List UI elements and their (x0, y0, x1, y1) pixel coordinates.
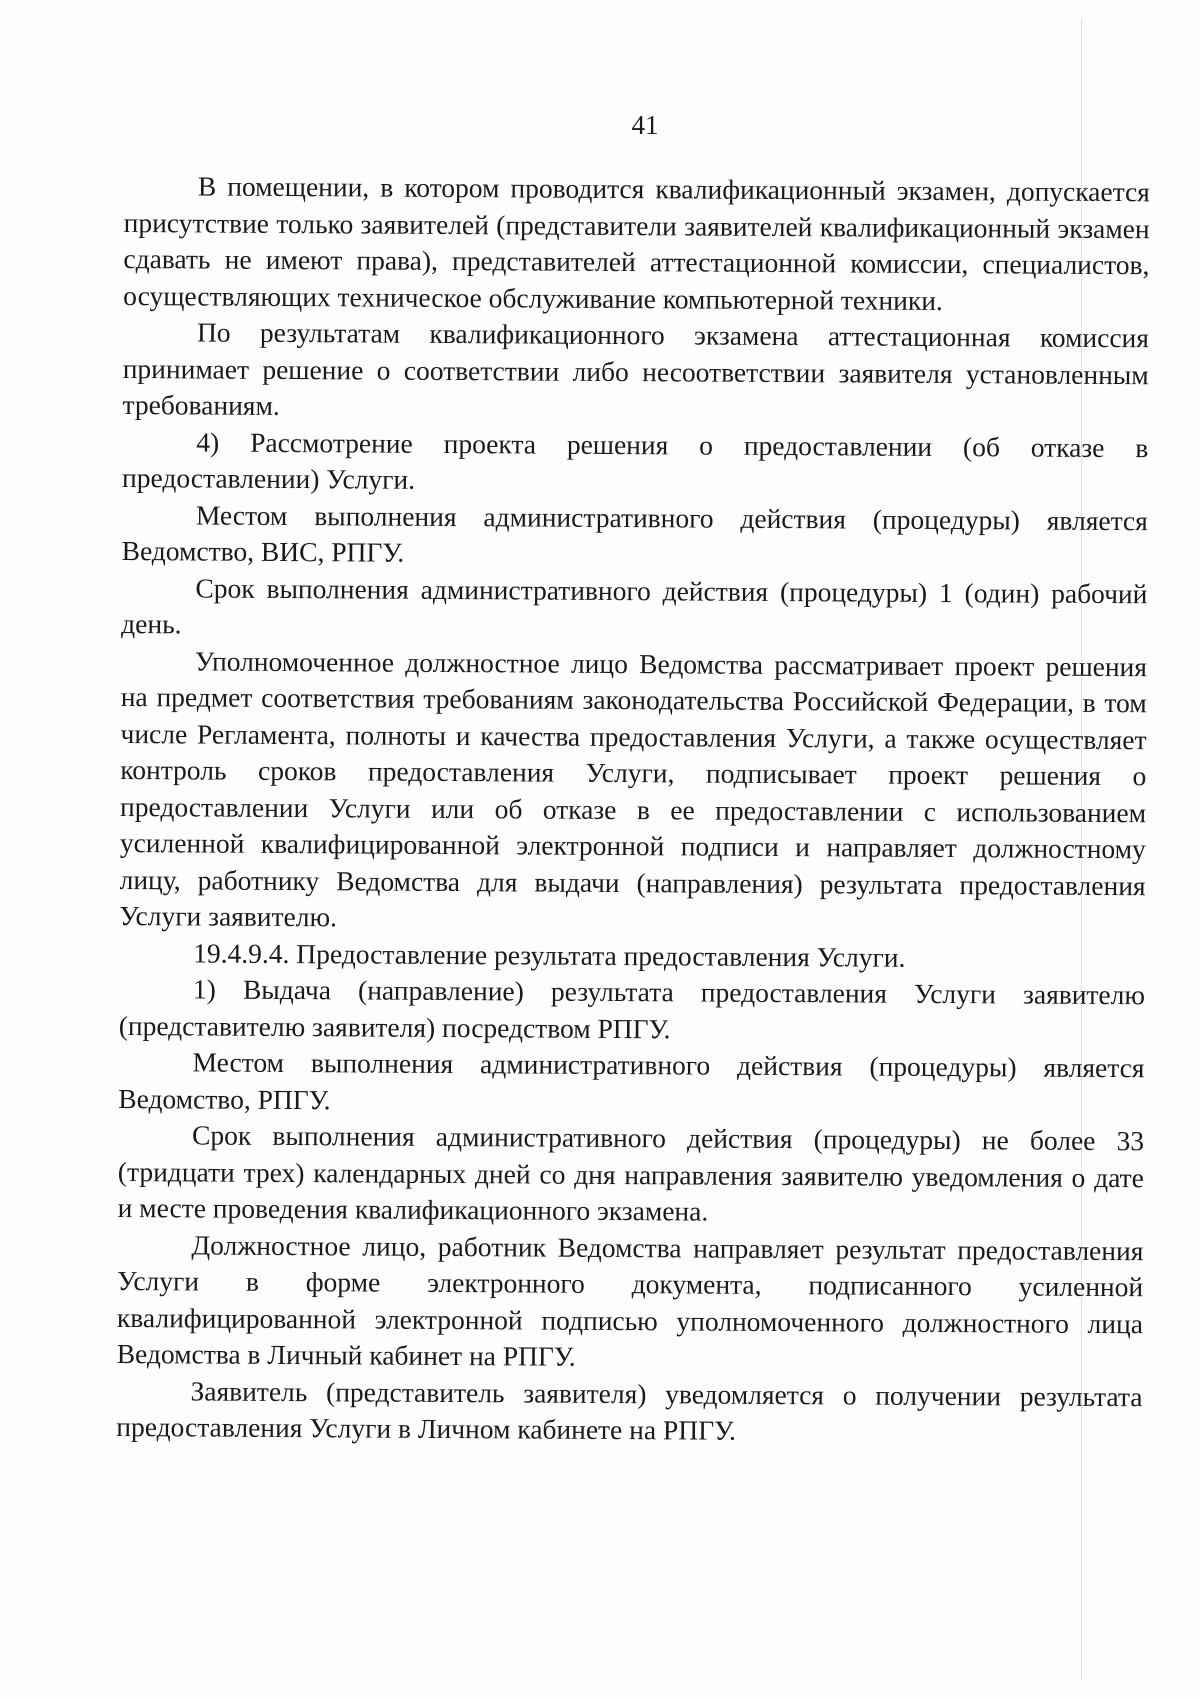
paragraph-applicant-notified: Заявитель (представитель заявителя) уведомляется о получении результата предоставления Услуги в Личном кабинете на РПГУ. (116, 1374, 1143, 1446)
paragraph-place-of-action: Местом выполнения административного действия (процедуры) является Ведомство, ВИС, РПГУ. (121, 498, 1148, 568)
paragraph-step-4-heading: 4) Рассмотрение проекта решения о предоставлении (об отказе в предоставлении) Услуги. (122, 425, 1149, 495)
paragraph-section-heading: 19.4.9.4. Предоставление результата предоставления Услуги. (193, 936, 906, 973)
paragraph-action-deadline: Срок выполнения административного действия (процедуры) 1 (один) рабочий день. (121, 571, 1148, 640)
page-number: 41 (631, 110, 659, 140)
document-body (116, 168, 1150, 1452)
paragraph-step-1-heading: 1) Выдача (направление) результата предоставления Услуги заявителю (представителю заявителя) посредством РПГУ. (118, 973, 1146, 1044)
paragraph-official-review: Уполномоченное должностное лицо Ведомства рассматривает проект решения на предмет соответствия требованиям законодательства Российской Федерации, в том числе Регламента, полноты и качества предоставления Услуги, а также осуществляет контроль сроков предоставления Услуги, подписывает проект решения о предоставлении Услуги или об отказе в ее предоставлении с использованием усиленной квалифицированной электронной подписи и направляет должностному лицу, работнику Ведомства для выдачи (направления) результата предоставления Услуги заявителю. (119, 644, 1148, 933)
paragraph-exam-results: По результатам квалификационного экзамена аттестационная комиссия принимает решение о соответствии либо несоответствии заявителя установленным требованиям. (122, 316, 1150, 421)
paragraph-exam-room: В помещении, в котором проводится квалификационный экзамен, допускается присутствие только заявителей (представители заявителей квалификационный экзамен сдавать не имеют права), представителей аттестационной комиссии, специалистов, осуществляющих техническое обслуживание компьютерной техники. (123, 170, 1150, 316)
paragraph-action-deadline-2: Срок выполнения административного действия (процедуры) не более 33 (тридцати трех) календарных дней со дня направления заявителю уведомления о дате и месте проведения квалификационного экзамена. (117, 1119, 1145, 1227)
paragraph-result-delivery: Должностное лицо, работник Ведомства направляет результат предоставления Услуги в форме электронного документа, подписанного усиленной квалифицированной электронной подписью уполномоченного должностного лица Ведомства в Личный кабинет на РПГУ. (116, 1228, 1144, 1372)
paragraph-place-of-action-2: Местом выполнения административного действия (процедуры) является Ведомство, РПГУ. (118, 1046, 1145, 1115)
